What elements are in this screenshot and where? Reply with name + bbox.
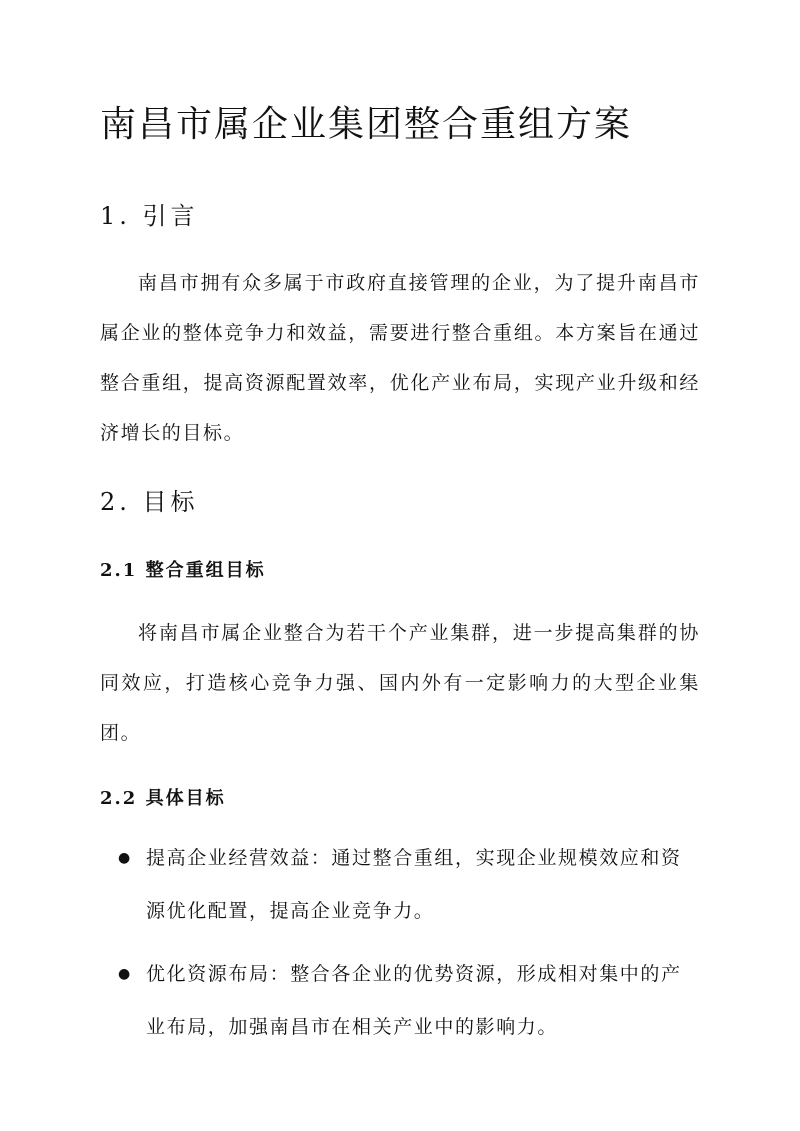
list-item-text: 提高企业经营效益：通过整合重组，实现企业规模效应和资源优化配置，提高企业竞争力。 xyxy=(146,847,682,922)
bullet-dot-icon: ● xyxy=(118,850,132,866)
list-item xyxy=(100,948,700,1054)
subsection-heading-integration-goal: 2.1 整合重组目标 xyxy=(100,560,266,581)
list-item xyxy=(100,832,700,938)
subsection-heading-specific-goals: 2.2 具体目标 xyxy=(100,788,226,809)
list-item-text: 优化资源布局：整合各企业的优势资源，形成相对集中的产业布局，加强南昌市在相关产业中的影响力。 xyxy=(146,963,682,1038)
section-heading-intro: 1. 引言 xyxy=(100,202,199,230)
specific-goals-list xyxy=(100,832,700,1064)
bullet-dot-icon: ● xyxy=(118,966,132,982)
integration-goal-paragraph: 将南昌市属企业整合为若干个产业集群，进一步提高集群的协同效应，打造核心竞争力强、国内外有一定影响力的大型企业集团。 xyxy=(100,622,700,744)
section-heading-goals: 2. 目标 xyxy=(100,488,199,516)
intro-paragraph: 南昌市拥有众多属于市政府直接管理的企业，为了提升南昌市属企业的整体竞争力和效益，需要进行整合重组。本方案旨在通过整合重组，提高资源配置效率，优化产业布局，实现产业升级和经济增长的目标。 xyxy=(100,272,700,444)
document-title: 南昌市属企业集团整合重组方案 xyxy=(100,104,633,145)
